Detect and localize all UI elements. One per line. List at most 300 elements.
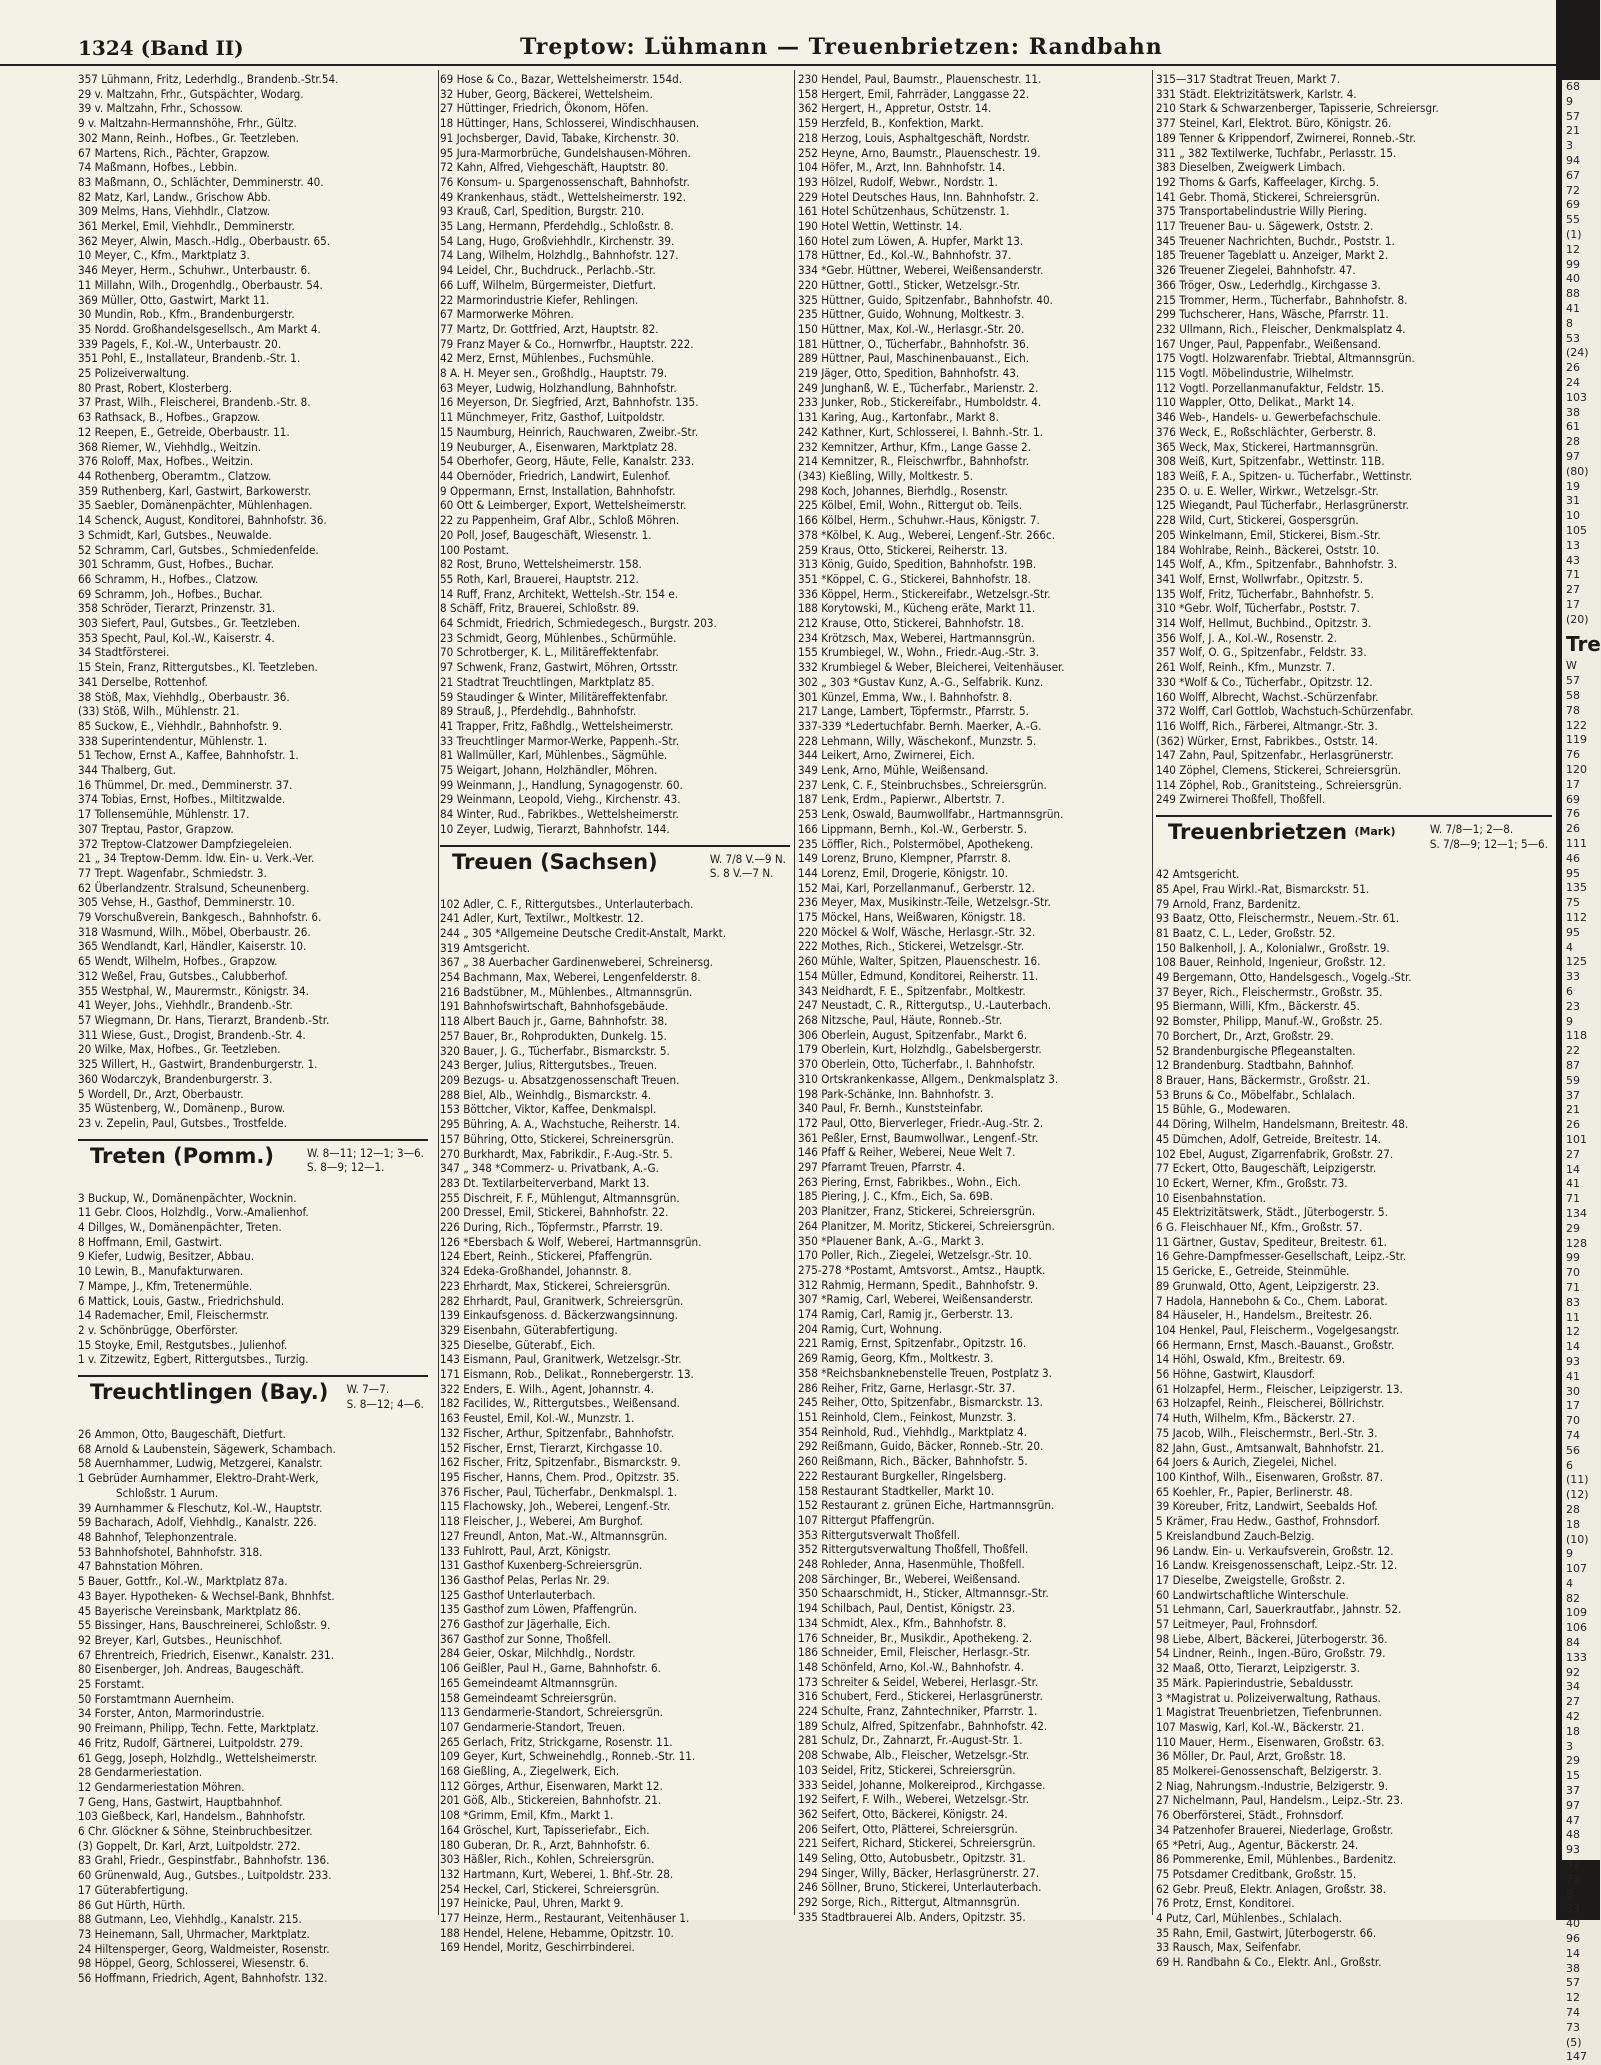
directory-entry: 100 Postamt. [440,542,509,557]
directory-entry: 61 Holzapfel, Herm., Fleischer, Leipzigerstr. 13. [1156,1381,1403,1396]
edge-number: 6 [1566,1458,1573,1472]
list-treuchtlingen [78,1427,428,1986]
edge-number: 88 [1566,287,1580,301]
edge-number: 8 [1566,1887,1573,1901]
directory-entry: 54 Lindner, Reinh., Ingen.-Büro, Großstr. 79. [1156,1646,1386,1661]
directory-entry: 126 *Ebersbach & Wolf, Weberei, Hartmannsgrün. [440,1234,702,1249]
directory-entry: 338 Superintendentur, Mühlenstr. 1. [78,733,268,748]
edge-number: 28 [1566,1502,1580,1516]
directory-entry: 68 Arnold & Laubenstein, Sägewerk, Schambach. [78,1441,336,1456]
directory-entry: 63 Rathsack, B., Hofbes., Grapzow. [78,410,261,425]
edge-number: 9 [1566,94,1573,108]
directory-entry: 167 Unger, Paul, Pappenfabr., Weißensand. [1156,336,1381,351]
directory-entry: 58 Auernhammer, Ludwig, Metzgerei, Kanalstr. [78,1456,323,1471]
directory-entry: 19 Neuburger, A., Eisenwaren, Marktplatz 28. [440,439,678,454]
directory-entry: 65 *Petri, Aug., Agentur, Bäckerstr. 24. [1156,1837,1359,1852]
directory-entry: 149 Lorenz, Bruno, Klempner, Pfarrstr. 8. [798,851,1011,866]
directory-entry: 332 Krumbiegel & Weber, Bleicherei, Veitenhäuser. [798,660,1065,675]
directory-entry: 124 Ebert, Reinh., Stickerei, Pfaffengrün. [440,1249,653,1264]
directory-entry: 108 *Grimm, Emil, Kfm., Markt 1. [440,1808,614,1823]
directory-entry: 44 Rothenberg, Oberamtm., Clatzow. [78,468,272,483]
directory-entry: 313 König, Guido, Spedition, Bahnhofstr. 19B. [798,557,1037,572]
directory-entry: 127 Freundl, Anton, Mat.-W., Altmannsgrün. [440,1528,668,1543]
directory-entry: 145 Wolf, A., Kfm., Spitzenfabr., Bahnhofstr. 3. [1156,557,1398,572]
edge-number: 87 [1566,1059,1580,1072]
directory-entry: 218 Herzog, Louis, Asphaltgeschäft, Nordstr. [798,130,1030,145]
edge-number: 21 [1566,1103,1580,1117]
directory-entry: 1 Magistrat Treuenbrietzen, Tiefenbrunnen. [1156,1705,1382,1720]
directory-entry: 29 v. Maltzahn, Frhr., Gutspächter, Wodarg. [78,86,304,101]
directory-entry: 307 Treptau, Pastor, Grapzow. [78,821,234,836]
column-divider [794,70,795,1915]
directory-entry: 335 Stadtbrauerei Alb. Anders, Opitzstr. 35. [798,1909,1026,1924]
directory-entry: 109 Geyer, Kurt, Schweinehdlg., Ronneb.-Str. 11. [440,1749,696,1764]
edge-number: 53 [1566,331,1580,345]
edge-number: 61 [1566,420,1580,434]
directory-entry: 62 Überlandzentr. Stralsund, Scheunenberg. [78,880,310,895]
edge-number: (5) [1566,2035,1582,2049]
directory-entry: 158 Hergert, Emil, Fahrräder, Langgasse 22. [798,86,1030,101]
directory-entry: 102 Adler, C. F., Rittergutsbes., Unterlauterbach. [440,896,694,911]
edge-number: 15 [1566,1769,1580,1783]
edge-number: 112 [1566,911,1587,925]
directory-entry: 117 Treuener Bau- u. Sägewerk, Oststr. 2. [1156,219,1374,234]
directory-entry: 253 Lenk, Oswald, Baumwollfabr., Hartmannsgrün. [798,807,1064,822]
directory-entry: 103 Seidel, Fritz, Stickerei, Schreiersgrün. [798,1762,1016,1777]
directory-entry: 260 Mühle, Walter, Spitzen, Plauenschestr. 16. [798,954,1041,969]
directory-entry: 325 Willert, H., Gastwirt, Brandenburgerstr. 1. [78,1057,318,1072]
edge-number: 38 [1566,1961,1580,1975]
directory-entry: 99 Weinmann, J., Handlung, Synagogenstr. 60. [440,777,683,792]
directory-entry: 69 H. Randbahn & Co., Elektr. Anl., Großstr. [1156,1955,1382,1970]
directory-entry: 22 Marmorindustrie Kiefer, Rehlingen. [440,292,639,307]
directory-entry: 36 Möller, Dr. Paul, Arzt, Großstr. 18. [1156,1749,1346,1764]
edge-number: 27 [1566,583,1580,597]
directory-entry: 79 Franz Mayer & Co., Hornwrfbr., Hauptstr. 222. [440,336,694,351]
directory-entry: 165 Gemeindeamt Altmannsgrün. [440,1675,618,1690]
edge-number: 147 [1566,2050,1587,2064]
directory-entry: 242 Kathner, Kurt, Schlosserei, I. Bahnh.-Str. 1. [798,424,1043,439]
directory-entry: 164 Gröschel, Kurt, Tapisseriefabr., Eich. [440,1822,650,1837]
directory-entry: 297 Pfarramt Treuen, Pfarrstr. 4. [798,1160,966,1175]
directory-entry: 188 Korytowski, M., Kücheng eräte, Markt 11. [798,601,1036,616]
directory-entry: 74 Maßmann, Hofbes., Lebbin. [78,160,238,175]
edge-number: 34 [1566,1680,1580,1694]
hours-sunday: S. 8—9; 12—1. [307,1160,385,1175]
directory-entry: 169 Hendel, Moritz, Geschirrbinderei. [440,1940,635,1955]
directory-entry: 185 Piering, J. C., Kfm., Eich, Sa. 69B. [798,1189,993,1204]
directory-entry: 4 Putz, Carl, Mühlenbes., Schlalach. [1156,1911,1343,1926]
directory-entry: 112 Görges, Arthur, Eisenwaren, Markt 12. [440,1778,663,1793]
town-name: Treuen (Sachsen) [452,849,658,874]
directory-entry: 155 Krumbiegel, W., Wohn., Friedr.-Aug.-Str. 3. [798,645,1040,660]
directory-entry: 201 Göß, Alb., Stickereien, Bahnhofstr. 21. [440,1793,662,1808]
directory-entry: 54 Oberhofer, Georg, Häute, Felle, Kanalstr. 233. [440,454,695,469]
directory-entry: 9 Oppermann, Ernst, Installation, Bahnhofstr. [440,483,676,498]
directory-entry: 136 Gasthof Pelas, Perlas Nr. 29. [440,1572,610,1587]
directory-entry: 235 O. u. E. Weller, Wirkwr., Wetzelsgr.-Str. [1156,483,1379,498]
directory-entry: 9 v. Maltzahn-Hermannshöhe, Frhr., Gültz. [78,116,297,131]
edge-number: 17 [1566,1399,1580,1413]
directory-entry: 83 Maßmann, O., Schlächter, Demminerstr. 40. [78,174,324,189]
directory-entry: 217 Lange, Lambert, Töpfermstr., Pfarrstr. 5. [798,704,1029,719]
directory-entry: 309 Melms, Hans, Viehhdlr., Clatzow. [78,204,271,219]
directory-entry: 69 Hose & Co., Bazar, Wettelsheimerstr. 154d. [440,72,683,86]
directory-entry: 163 Feustel, Emil, Kol.-W., Munzstr. 1. [440,1411,635,1426]
directory-entry: 286 Reiher, Fritz, Garne, Herlasgr.-Str. 37. [798,1380,1016,1395]
directory-entry: 143 Eismann, Paul, Granitwerk, Wetzelsgr.-Str. [440,1352,682,1367]
directory-entry: 15 Naumburg, Heinrich, Rauchwaren, Zweibr.-Str. [440,424,699,439]
edge-number: 12 [1566,1325,1580,1339]
directory-entry: 132 Hartmann, Kurt, Weberei, 1. Bhf.-Str. 28. [440,1866,674,1881]
directory-entry: 318 Wasmund, Wilh., Möbel, Oberbaustr. 26. [78,924,311,939]
directory-entry: 107 Maswig, Karl, Kol.-W., Bäckerstr. 21. [1156,1719,1365,1734]
edge-number: (80) [1566,464,1589,478]
directory-entry: 89 Grunwald, Otto, Agent, Leipzigerstr. 23. [1156,1278,1380,1293]
directory-entry: 198 Park-Schänke, Inn. Bahnhofstr. 3. [798,1086,994,1101]
edge-number: 96 [1566,1932,1580,1946]
directory-entry: 52 Brandenburgische Pflegeanstalten. [1156,1043,1356,1058]
directory-entry: 42 Amtsgericht. [1156,867,1240,882]
page-number: 1324 (Band II) [78,36,244,60]
directory-entry: 10 Meyer, C., Kfm., Marktplatz 3. [78,248,250,263]
directory-entry: 344 Leikert, Arno, Zwirnerei, Eich. [798,748,975,763]
directory-entry: 147 Zahn, Paul, Spitzenfabr., Herlasgrünerstr. [1156,748,1394,763]
directory-entry: 350 Schaarschmidt, H., Sticker, Altmannsgr.-Str. [798,1586,1049,1601]
directory-entry: 263 Piering, Ernst, Fabrikbes., Wohn., Eich. [798,1174,1021,1189]
directory-entry: 66 Luff, Wilhelm, Bürgermeister, Dietfurt. [440,277,656,292]
edge-number: 27 [1566,1147,1580,1161]
directory-entry: 261 Wolf, Reinh., Kfm., Munzstr. 7. [1156,660,1336,675]
directory-entry: 5 Bauer, Gottfr., Kol.-W., Marktplatz 87a. [78,1574,288,1589]
edge-number: 32 [1566,1858,1580,1872]
opening-hours [347,1382,424,1411]
directory-entry: 10 Eckert, Werner, Kfm., Großstr. 73. [1156,1175,1348,1190]
edge-number: 76 [1566,748,1580,762]
edge-number: 99 [1566,257,1580,271]
directory-entry: 319 Amtsgericht. [440,940,531,955]
directory-entry: 311 Wiese, Gust., Drogist, Brandenb.-Str. 4. [78,1027,306,1042]
directory-entry: 8 Schäff, Fritz, Brauerei, Schloßstr. 89. [440,601,640,616]
directory-entry: 55 Roth, Karl, Brauerei, Hauptstr. 212. [440,571,639,586]
edge-number: (10) [1566,1532,1589,1546]
directory-entry: 67 Martens, Rich., Pächter, Grapzow. [78,145,270,160]
directory-entry: 331 Städt. Elektrizitätswerk, Karlstr. 4. [1156,86,1357,101]
directory-entry: 89 Strauß, J., Pferdehdlg., Bahnhofstr. [440,704,637,719]
directory-entry: 6 G. Fleischhauer Nf., Kfm., Großstr. 57. [1156,1220,1363,1235]
town-name [1168,820,1396,845]
directory-entry: 14 Höhl, Oswald, Kfm., Breitestr. 69. [1156,1352,1346,1367]
directory-entry: 160 Hotel zum Löwen, A. Hupfer, Markt 13. [798,233,1024,248]
directory-entry: 7 Hadola, Hannebohn & Co., Chem. Laborat. [1156,1293,1388,1308]
directory-entry: 15 Stoyke, Emil, Restgutsbes., Julienhof. [78,1337,288,1352]
directory-entry: 85 Apel, Frau Wirkl.-Rat, Bismarckstr. 51. [1156,881,1370,896]
directory-entry: 209 Bezugs- u. Absatzgenossenschaft Treuen. [440,1073,680,1087]
directory-entry: 200 Dressel, Emil, Stickerei, Bahnhofstr. 22. [440,1205,669,1220]
directory-entry: 177 Heinze, Herm., Restaurant, Veitenhäuser 1. [440,1911,690,1926]
directory-entry: 320 Bauer, J. G., Tücherfabr., Bismarckstr. 5. [440,1043,670,1058]
directory-entry: 322 Enders, E. Wilh., Agent, Johannstr. 4. [440,1381,654,1396]
directory-entry: 260 Reißmann, Rich., Bäcker, Bahnhofstr. 5. [798,1454,1028,1469]
directory-entry: 70 Borchert, Dr., Arzt, Großstr. 29. [1156,1028,1334,1043]
edge-number: 33 [1566,1902,1580,1916]
directory-entry: 346 Web-, Handels- u. Gewerbefachschule. [1156,410,1382,425]
directory-entry: 161 Hotel Schützenhaus, Schützenstr. 1. [798,204,1010,219]
directory-entry: 367 Gasthof zur Sonne, Thoßfell. [440,1631,612,1646]
directory-entry: 92 Breyer, Karl, Gutsbes., Heunischhof. [78,1632,283,1647]
directory-entry: 150 Hüttner, Max, Kol.-W., Herlasgr.-Str. 20. [798,321,1025,336]
edge-number: (20) [1566,612,1589,626]
directory-entry: 70 Schrotberger, K. L., Militäreffektenfabr. [440,645,659,660]
edge-number: 26 [1566,361,1580,375]
edge-number: 103 [1566,390,1587,404]
directory-entry: 229 Hotel Deutsches Haus, Inn. Bahnhofstr. 2. [798,189,1039,204]
directory-entry: Schloßstr. 1 Aurum. [116,1485,219,1500]
directory-entry: 54 Lang, Hugo, Großviehhdlr., Kirchenstr. 39. [440,233,675,248]
directory-entry: 366 Tröger, Osw., Lederhdlg., Kirchgasse 3. [1156,277,1381,292]
directory-entry: 276 Gasthof zur Jägerhalle, Eich. [440,1617,611,1632]
directory-entry: 224 Schulte, Franz, Zahntechniker, Pfarrstr. 1. [798,1704,1038,1719]
edge-number: 41 [1566,1177,1580,1191]
town-name: Treten (Pomm.) [90,1143,274,1168]
directory-entry: 168 Gießling, A., Ziegelwerk, Eich. [440,1764,620,1779]
edge-number: 71 [1566,568,1580,582]
directory-entry: 189 Schulz, Alfred, Spitzenfabr., Bahnhofstr. 42. [798,1718,1048,1733]
edge-number: 135 [1566,881,1587,895]
directory-entry: 302 Mann, Reinh., Hofbes., Gr. Teetzleben. [78,130,299,145]
directory-entry: 368 Riemer, W., Viehhdlg., Weitzin. [78,439,262,454]
directory-entry: 65 Wendt, Wilhelm, Hofbes., Grapzow. [78,954,278,969]
directory-entry: 170 Poller, Rich., Ziegelei, Wetzelsgr.-Str. 10. [798,1248,1032,1263]
directory-entry: 233 Junker, Rob., Stickereifabr., Humboldstr. 4. [798,395,1042,410]
directory-entry: 206 Seifert, Otto, Plätterei, Schreiersgrün. [798,1821,1018,1836]
edge-number: 74 [1566,2006,1580,2019]
directory-entry: 222 Mothes, Rich., Stickerei, Wetzelsgr.-Str. [798,939,1025,954]
directory-entry: 34 Forster, Anton, Marmorindustrie. [78,1706,265,1721]
directory-entry: 11 Gärtner, Gustav, Spediteur, Breitestr. 61. [1156,1234,1387,1249]
directory-entry: 107 Rittergut Pfaffengrün. [798,1512,935,1527]
directory-entry: 67 Ehrentreich, Friedrich, Eisenwr., Kanalstr. 231. [78,1647,334,1662]
directory-entry: 11 Münchmeyer, Fritz, Gasthof, Luitpoldstr. [440,410,665,425]
directory-entry: 92 Bomster, Philipp, Manuf.-W., Großstr. 25. [1156,1014,1383,1029]
list-treuchtlingen-cont [440,72,790,837]
directory-entry: 74 Huth, Wilhelm, Kfm., Bäckerstr. 27. [1156,1411,1356,1426]
directory-entry: 23 v. Zepelin, Paul, Gutsbes., Trostfelde. [78,1115,287,1130]
directory-entry: 354 Reinhold, Rud., Viehhdlg., Marktplatz 4. [798,1424,1027,1439]
directory-entry: 98 Höppel, Georg, Schlosserei, Wiesenstr. 6. [78,1956,309,1971]
directory-entry: 24 Hiltensperger, Georg, Waldmeister, Rosenstr. [78,1941,330,1956]
directory-entry: 376 Roloff, Max, Hofbes., Weitzin. [78,454,254,469]
edge-number: 55 [1566,213,1580,227]
directory-entry: 35 Nordd. Großhandelsgesellsch., Am Markt 4. [78,321,321,336]
directory-entry: 191 Bahnhofswirtschaft, Bahnhofsgebäude. [440,999,669,1014]
edge-number: 68 [1566,80,1580,93]
directory-entry: (33) Stöß, Wilh., Mühlenstr. 21. [78,704,240,719]
directory-entry: 98 Liebe, Albert, Bäckerei, Jüterbogerstr. 36. [1156,1631,1388,1646]
directory-entry: 153 Böttcher, Viktor, Kaffee, Denkmalspl. [440,1102,657,1117]
directory-entry: 131 Karing, Aug., Kartonfabr., Markt 8. [798,410,999,425]
directory-entry: 60 Grünenwald, Aug., Gutsbes., Luitpoldstr. 233. [78,1868,332,1883]
edge-number: 76 [1566,807,1580,821]
directory-entry: 325 Dieselbe, Güterabf., Eich. [440,1337,596,1352]
edge-number: 59 [1566,1073,1580,1087]
directory-entry: 17 Güterabfertigung. [78,1882,189,1897]
edge-number: 40 [1566,272,1580,286]
directory-entry: 32 Maaß, Otto, Tierarzt, Leipzigerstr. 3. [1156,1661,1360,1676]
directory-entry: 30 Mundin, Rob., Kfm., Brandenburgerstr. [78,307,295,322]
directory-entry: 378 *Kölbel, K. Aug., Weberei, Lengenf.-Str. 266c. [798,527,1056,542]
directory-entry: 336 Köppel, Herm., Stickereifabr., Wetzelsgr.-Str. [798,586,1051,601]
directory-entry: 14 Schenck, August, Konditorei, Bahnhofstr. 36. [78,513,327,528]
directory-entry: 4 Dillges, W., Domänenpächter, Treten. [78,1220,282,1235]
directory-entry: 355 Westphal, W., Maurermstr., Königstr. 34. [78,983,309,998]
directory-entry: 115 Vogtl. Möbelindustrie, Wilhelmstr. [1156,366,1354,381]
directory-entry: 76 Protz, Ernst, Konditorei. [1156,1896,1295,1911]
edge-number: 93 [1566,1354,1580,1368]
town-name-suffix: (Mark) [1354,825,1396,839]
directory-entry: 172 Paul, Otto, Bierverleger, Friedr.-Aug.-Str. 2. [798,1115,1044,1130]
directory-entry: 65 Koehler, Fr., Papier, Berlinerstr. 48. [1156,1484,1353,1499]
directory-entry: 175 Möckel, Hans, Weißwaren, Königstr. 18. [798,910,1026,925]
directory-entry: 1 v. Zitzewitz, Egbert, Rittergutsbes., Turzig. [78,1352,309,1367]
directory-entry: 365 Wendlandt, Karl, Händler, Kaiserstr. 10. [78,939,307,954]
directory-entry: 16 Thümmel, Dr. med., Demminerstr. 37. [78,777,293,792]
directory-entry: 295 Bühring, A. A., Wachstuche, Reiherstr. 14. [440,1117,681,1132]
directory-entry: 134 Schmidt, Alex., Kfm., Bahnhofstr. 8. [798,1615,1007,1630]
directory-entry: 49 Bergemann, Otto, Handelsgesch., Vogelg.-Str. [1156,970,1412,985]
directory-entry: 244 „ 305 *Allgemeine Deutsche Credit-Anstalt, Markt. [440,925,727,940]
directory-entry: 362 Seifert, Otto, Bäckerei, Königstr. 24. [798,1806,1008,1821]
edge-number: 41 [1566,301,1580,315]
directory-entry: 52 Schramm, Carl, Gutsbes., Schmiedenfelde. [78,542,319,557]
directory-entry: 14 Rademacher, Emil, Fleischermstr. [78,1308,270,1323]
directory-entry: 91 Jochsberger, David, Tabake, Kirchenstr. 30. [440,130,680,145]
directory-entry: 157 Bühring, Otto, Stickerei, Schreinersgrün. [440,1131,674,1146]
directory-entry: 344 Thalberg, Gut. [78,763,176,778]
edge-number: 78 [1566,703,1580,717]
directory-entry: 132 Fischer, Arthur, Spitzenfabr., Bahnhofstr. [440,1425,675,1440]
directory-entry: 77 Eckert, Otto, Baugeschäft, Leipzigerstr. [1156,1161,1377,1176]
directory-entry: 141 Gebr. Thomä, Stickerei, Schreiersgrün. [1156,189,1380,204]
directory-entry: 236 Meyer, Max, Musikinstr.-Teile, Wetzelsgr.-Str. [798,895,1051,910]
directory-entry: 228 Lehmann, Willy, Wäschekonf., Munzstr. 5. [798,733,1037,748]
directory-entry: 247 Neustadt, C. R., Rittergutsp., U.-Lauterbach. [798,998,1052,1013]
directory-entry: 249 Zwirnerei Thoßfell, Thoßfell. [1156,792,1326,807]
directory-entry: 103 Gießbeck, Karl, Handelsm., Bahnhofstr. [78,1809,306,1824]
directory-entry: 62 Gebr. Preuß, Elektr. Anlagen, Großstr. 38. [1156,1881,1387,1896]
directory-entry: 210 Stark & Schwarzenberger, Tapisserie, Schreiersgr. [1156,101,1439,116]
directory-entry: 284 Geier, Oskar, Milchhdlg., Nordstr. [440,1646,636,1661]
directory-entry: 252 Heyne, Arno, Baumstr., Plauenschestr. 19. [798,145,1041,160]
directory-entry: 37 Prast, Wilh., Fleischerei, Brandenb.-Str. 8. [78,395,311,410]
directory-entry: 75 Jacob, Wilh., Fleischermstr., Berl.-Str. 3. [1156,1425,1378,1440]
directory-entry: 6 Mattick, Louis, Gastw., Friedrichshuld. [78,1293,285,1308]
edge-number: 42 [1566,1710,1580,1724]
directory-entry: 66 Hermann, Ernst, Masch.-Bauanst., Großstr. [1156,1337,1395,1352]
directory-entry: 150 Balkenholl, J. A., Kolonialwr., Großstr. 19. [1156,940,1390,955]
edge-number: 37 [1566,1784,1580,1798]
hours-weekday: W. 8—11; 12—1; 3—6. [307,1145,424,1160]
directory-entry: 294 Singer, Willy, Bäcker, Herlasgrünerstr. 27. [798,1865,1040,1880]
directory-entry: 312 Rahmig, Hermann, Spedit., Bahnhofstr. 9. [798,1277,1039,1292]
edge-number: 37 [1566,1088,1580,1102]
directory-entry: 77 Martz, Dr. Gottfried, Arzt, Hauptstr. 82. [440,321,659,336]
directory-entry: 15 Bühle, G., Modewaren. [1156,1102,1291,1117]
directory-entry: 76 Oberförsterei, Städt., Frohnsdorf. [1156,1808,1344,1823]
edge-number: 33 [1566,970,1580,984]
directory-entry: 131 Gasthof Kuxenberg-Schreiersgrün. [440,1558,643,1573]
directory-entry: 346 Meyer, Herm., Schuhwr., Unterbaustr. 6. [78,263,311,278]
directory-entry: 305 Vehse, H., Gasthof, Demminerstr. 10. [78,895,295,910]
directory-entry: 237 Lenk, C. F., Steinbruchsbes., Schreiersgrün. [798,777,1047,792]
directory-entry: 289 Hüttner, Paul, Maschinenbauanst., Eich. [798,351,1030,366]
directory-entry: 367 „ 38 Auerbacher Gardinenweberei, Schreinersg. [440,955,714,970]
town-name: Treuchtlingen (Bay.) [90,1380,329,1405]
directory-entry: 43 Bayer. Hypotheken- & Wechsel-Bank, Bhnhfst. [78,1588,335,1603]
column-divider [1152,70,1153,1915]
directory-entry: 53 Bahnhofshotel, Bahnhofstr. 318. [78,1544,263,1559]
directory-entry: 372 Wolff, Carl Gottlob, Wachstuch-Schürzenfabr. [1156,704,1414,719]
edge-number: 17 [1566,777,1580,791]
directory-entry: 358 Schröder, Tierarzt, Prinzenstr. 31. [78,601,276,616]
directory-entry: 353 Rittergutsverwalt Thoßfell. [798,1527,961,1542]
directory-entry: 268 Nitzsche, Paul, Häute, Ronneb.-Str. [798,1013,1003,1027]
directory-entry: 82 Jahn, Gust., Amtsanwalt, Bahnhofstr. 21. [1156,1440,1384,1455]
directory-entry: 265 Gerlach, Fritz, Strickgarne, Rosenstr. 11. [440,1734,673,1749]
hours-weekday: W. 7/8 V.—9 N. [709,851,786,866]
directory-entry: 100 Kinthof, Wilh., Eisenwaren, Großstr. 87. [1156,1469,1383,1484]
directory-entry: 41 Trapper, Fritz, Faßhdlg., Wettelsheimerstr. [440,718,674,733]
directory-entry: 113 Gendarmerie-Standort, Schreiersgrün. [440,1705,663,1720]
directory-entry: 50 Forstamtmann Auernheim. [78,1691,235,1706]
directory-entry: 146 Pfaff & Reiher, Weberei, Neue Welt 7. [798,1145,1016,1160]
edge-number: 73 [1566,2020,1580,2034]
directory-entry: 204 Ramig, Curt, Wohnung. [798,1321,943,1336]
directory-entry: 38 Stöß, Max, Viehhdlg., Oberbaustr. 36. [78,689,290,704]
directory-entry: 351 Pohl, E., Installateur, Brandenb.-Str. 1. [78,351,301,366]
directory-entry: 245 Reiher, Otto, Spitzenfabr., Bismarckstr. 13. [798,1395,1043,1410]
edge-number: 57 [1566,1976,1580,1990]
edge-number: 41 [1566,1369,1580,1383]
directory-entry: 362 Meyer, Alwin, Masch.-Hdlg., Oberbaustr. 65. [78,233,331,248]
directory-entry: 220 Möckel & Wolf, Wäsche, Herlasgr.-Str. 32. [798,924,1036,939]
edge-number: 30 [1566,1384,1580,1398]
directory-entry: 14 Ruff, Franz, Architekt, Wettelsh.-Str. 154 e. [440,586,679,601]
directory-entry: 48 Bahnhof, Telephonzentrale. [78,1529,237,1544]
directory-entry: 223 Ehrhardt, Max, Stickerei, Schreiersgrün. [440,1278,671,1293]
column-2 [440,72,790,1955]
directory-entry: 249 Junghanß, W. E., Tücherfabr., Marienstr. 2. [798,380,1039,395]
directory-entry: 35 Lang, Hermann, Pferdehdlg., Schloßstr. 8. [440,219,674,234]
directory-entry: 151 Reinhold, Clem., Feinkost, Munzstr. 3. [798,1409,1017,1424]
directory-entry: 330 *Wolf & Co., Tücherfabr., Opitzstr. 12. [1156,674,1373,689]
directory-entry: (343) Kießling, Willy, Moltkestr. 5. [798,468,974,483]
directory-entry: 110 Wappler, Otto, Delikat., Markt 14. [1156,395,1355,410]
list-treuen-cont [798,72,1148,1925]
directory-entry: 44 Obernöder, Friedrich, Landwirt, Eulenhof. [440,468,671,483]
directory-entry: 35 Rahn, Emil, Gastwirt, Jüterbogerstr. 66. [1156,1925,1377,1940]
edge-number: 27 [1566,1695,1580,1709]
directory-entry: 181 Hüttner, O., Tücherfabr., Bahnhofstr. 36. [798,336,1030,351]
edge-number: 92 [1566,1665,1580,1679]
edge-number: 26 [1566,822,1580,836]
directory-entry: 118 Albert Bauch jr., Garne, Bahnhofstr. 38. [440,1014,668,1029]
directory-entry: 7 Mampe, J., Kfm, Tretenermühle. [78,1278,253,1293]
directory-entry: 34 Stadtförsterei. [78,645,170,660]
directory-entry: 20 Wilke, Max, Hofbes., Gr. Teetzleben. [78,1042,281,1057]
hours-weekday: W. 7/8—1; 2—8. [1429,822,1514,837]
edge-number: 29 [1566,1754,1580,1768]
